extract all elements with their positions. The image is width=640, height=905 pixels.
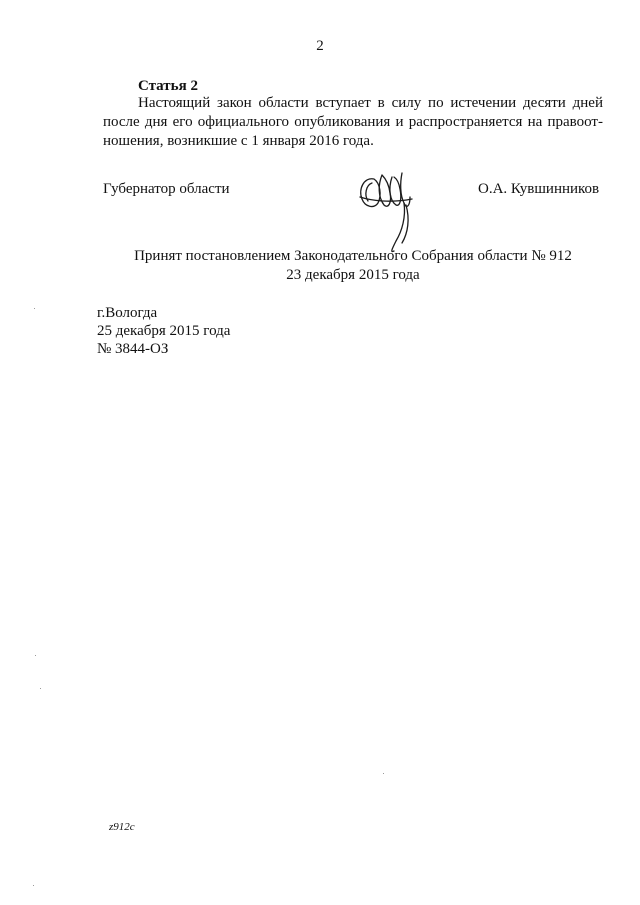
adoption-statement: Принят постановлением Законодательного Собрания области № 912	[134, 248, 572, 264]
scan-speck	[35, 655, 36, 656]
article-heading: Статья 2	[138, 78, 198, 94]
adoption-date: 23 декабря 2015 года	[286, 267, 420, 283]
document-code: z912c	[109, 821, 135, 833]
signing-place: г.Вологда	[97, 305, 158, 321]
law-number: № 3844-ОЗ	[97, 341, 169, 357]
page-number: 2	[316, 38, 324, 54]
article-line: ношения, возникшие с 1 января 2016 года.	[103, 133, 374, 149]
scan-speck	[40, 688, 41, 689]
article-line: после дня его официального опубликования и распространяется на правоот-	[103, 114, 603, 130]
scan-speck	[34, 308, 35, 309]
scan-speck	[383, 773, 384, 774]
signing-date: 25 декабря 2015 года	[97, 323, 231, 339]
governor-title: Губернатор области	[103, 181, 230, 197]
article-line: Настоящий закон области вступает в силу по истечении десяти дней	[138, 95, 603, 111]
handwritten-signature	[352, 167, 422, 259]
governor-name: О.А. Кувшинников	[478, 181, 600, 197]
scan-speck	[33, 885, 34, 886]
article-body	[103, 94, 603, 151]
